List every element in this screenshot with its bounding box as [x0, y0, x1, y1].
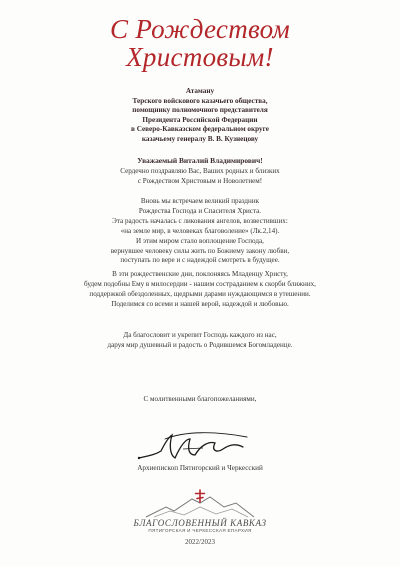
mountains-cross-logo [140, 489, 260, 519]
paragraph-line: поддержкой обездоленных, щедрыми дарами нуждающимся в утешении. [89, 289, 311, 298]
signature-graphic [125, 425, 275, 465]
addressee-line: помощнику полномочного представителя [132, 106, 268, 115]
paragraph-line: Вновь мы встречаем великий праздник [140, 197, 260, 205]
addressee-line: Атаману [185, 87, 215, 95]
addressee-line: в Северо-Кавказском федеральном округе [131, 125, 269, 134]
addressee-block [0, 87, 400, 145]
addressee-line: Терского войскового казачьего общества, [132, 96, 268, 105]
closing-line: С молитвенными благопожеланиями, [143, 395, 257, 403]
paragraph-mercy [0, 270, 400, 310]
addressee-line: Президента Российской Федерации [142, 115, 258, 124]
paragraph-line: поступать по вере и с надеждой смотреть в будущее. [120, 256, 280, 265]
brand-subtitle: ПЯТИГОРСКАЯ И ЧЕРКЕССКАЯ ЕПАРХИЯ [148, 528, 252, 533]
title-line-1: С Рождеством [110, 14, 290, 44]
paragraph-nativity [0, 197, 400, 266]
paragraph-congratulation [0, 167, 400, 187]
paragraph-line: будем подобны Ему в милосердии - нашим состраданием к скорби ближних, [84, 279, 316, 288]
paragraph-line: даруя мир душевный и радость о Родившемся Богомладенце. [107, 340, 293, 349]
paragraph-line: В эти рождественские дни, поклоняясь Младенцу Христу, [112, 270, 288, 278]
paragraph-line: «на земле мир, в человеках благоволение» (Лк.2,14). [120, 226, 280, 235]
paragraph-line: Сердечно поздравляю Вас, Ваших родных и близких [120, 167, 280, 175]
paragraph-line: Эта радость началась с ликования ангелов, возвестивших: [112, 216, 288, 225]
signer-title: Архиепископ Пятигорский и Черкесский [137, 464, 263, 472]
addressee-line: казачьему генералу В. В. Кузнецову [141, 134, 259, 143]
paragraph-line: Рождества Господа и Спасителя Христа. [138, 206, 262, 215]
paragraph-line: И этим миром стало воплощение Господа, [136, 236, 264, 245]
paragraph-line: вернувшее человеку силы жить по Божиему закону любви, [110, 246, 290, 255]
brand-name: БЛАГОСЛОВЕННЫЙ КАВКАЗ [133, 518, 267, 528]
greeting-salutation: Уважаемый Виталий Владимирович! [137, 156, 263, 165]
paragraph-line: Да благословит и укрепит Господь каждого из нас, [123, 331, 277, 339]
paragraph-blessing [0, 331, 400, 351]
paragraph-line: Поделимся со всеми и нашей верой, надеждой и любовью. [111, 299, 289, 308]
paragraph-line: с Рождеством Христовым и Новолетием! [137, 176, 263, 185]
title-line-2: Христовым! [126, 42, 274, 72]
year-label: 2022/2023 [185, 538, 215, 546]
